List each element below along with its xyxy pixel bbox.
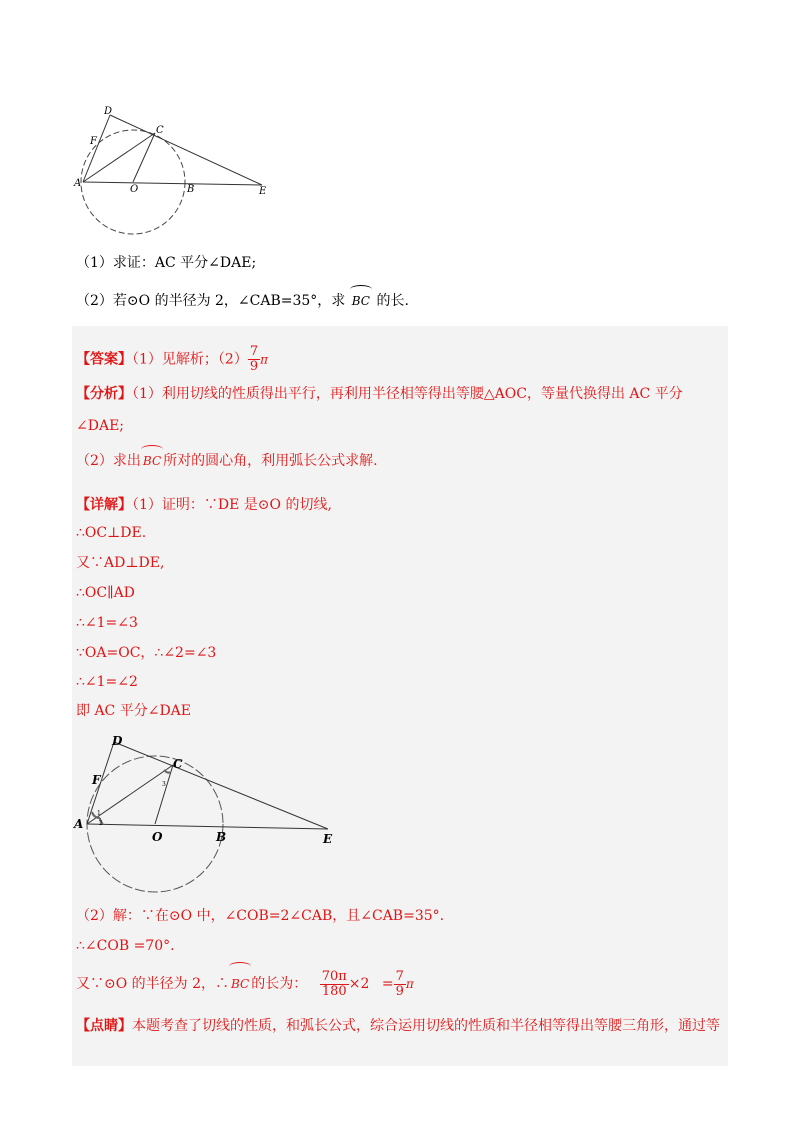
result-fraction: $\frac{7}{9}$ <box>395 968 404 999</box>
detail-line1: 【详解】（1）证明：∵DE 是⊙O 的切线, <box>76 497 332 513</box>
comment-line: 【点睛】本题考查了切线的性质，和弧长公式，综合运用切线的性质和半径相等得出等腰三角形，通过等 <box>76 1018 720 1034</box>
question-part2-post: 的长. <box>376 293 409 309</box>
fig2-angle-2: 2 <box>99 820 103 827</box>
part2-line1: （2）解：∵在⊙O 中，∠COB=2∠CAB，且∠CAB=35°. <box>76 908 445 924</box>
answer-tag: 【答案】 <box>76 351 132 368</box>
detail-step: ∴OC∥AD <box>76 585 135 601</box>
analysis-line1: 【分析】（1）利用切线的性质得出平行，再利用半径相等得出等腰△AOC，等量代换得出 AC 平分 <box>76 386 683 402</box>
fig2-label-e: E <box>323 832 333 846</box>
fig2-label-c: C <box>173 757 183 771</box>
analysis-arc-bc: BC <box>141 451 163 471</box>
detail-step: ∴∠1=∠2 <box>76 674 138 690</box>
answer-pi: π <box>260 352 268 367</box>
answer-text: （1）见解析；（2） <box>132 351 248 368</box>
comment-tag: 【点睛】 <box>76 1018 132 1034</box>
fig1-label-b: B <box>187 184 195 195</box>
geometry-figure-1 <box>70 100 280 235</box>
fig2-angle-3: 3 <box>162 781 166 788</box>
detail-step: ∴OC⊥DE. <box>76 525 147 541</box>
arc-bc-label: BC <box>350 291 372 311</box>
part2-arc-bc: BC <box>229 968 251 1000</box>
fig2-label-b: B <box>216 830 227 844</box>
answer-line <box>76 345 268 374</box>
detail-step: 即 AC 平分∠DAE <box>76 703 192 719</box>
detail-tag: 【详解】 <box>76 497 132 513</box>
answer-fraction: $\frac{7}{9}$ <box>249 344 259 374</box>
analysis-line3: （2）求出 BC 所对的圆心角，利用弧长公式求解. <box>76 453 378 469</box>
fig1-label-e: E <box>259 186 267 197</box>
fig2-angle-1: 1 <box>97 810 101 817</box>
fig2-label-d: D <box>112 734 123 748</box>
part2-line2: ∴∠COB =70°. <box>76 938 175 954</box>
analysis-line2: ∠DAE; <box>76 418 125 434</box>
question-part1: （1）求证：AC 平分∠DAE; <box>76 255 257 271</box>
calc-fraction: $\frac{70\pi}{180}$ <box>321 968 347 999</box>
detail-step: 又∵AD⊥DE, <box>76 555 165 571</box>
question-part2 <box>76 291 409 311</box>
detail-step: ∴∠1=∠3 <box>76 615 138 631</box>
fig1-label-a: A <box>74 178 82 189</box>
question-part2-pre: （2）若⊙O 的半径为 2，∠CAB=35°，求 <box>76 293 346 309</box>
geometry-figure-2 <box>70 728 350 900</box>
fig2-label-f: F <box>92 773 101 787</box>
detail-step: ∵OA=OC，∴∠2=∠3 <box>76 645 217 661</box>
fig2-label-a: A <box>74 817 84 831</box>
fig1-label-f: F <box>90 136 97 147</box>
analysis-tag: 【分析】 <box>76 386 132 402</box>
fig2-label-o: O <box>152 830 163 844</box>
part2-line3: 又∵⊙O 的半径为 2，∴ BC 的长为： $\frac{70\pi}{180}$ ×2 = $\frac{7}{9}$ π <box>76 968 414 999</box>
fig1-label-d: D <box>104 106 113 117</box>
fig1-label-o: O <box>130 184 139 195</box>
fig1-label-c: C <box>156 125 164 136</box>
